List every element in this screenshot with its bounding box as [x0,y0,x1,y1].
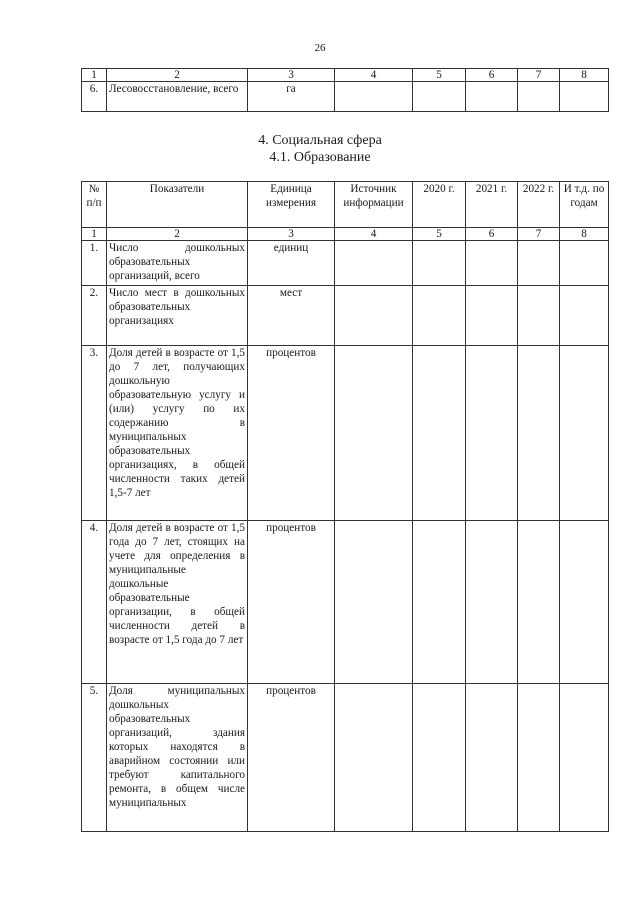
empty-cell [335,82,413,112]
empty-cell [466,241,518,286]
page-number: 26 [314,42,326,54]
empty-cell [560,82,609,112]
empty-cell [413,241,466,286]
section-heading: 4. Социальная сфера [258,133,382,148]
row-number: 2. [82,286,107,346]
empty-cell [335,241,413,286]
empty-cell [335,684,413,832]
header-row [82,182,609,228]
empty-cell [335,521,413,684]
column-number-row [82,69,609,82]
row-unit: процентов [248,346,335,521]
empty-cell [335,346,413,521]
table-row [82,346,609,521]
empty-cell [413,346,466,521]
empty-cell [466,521,518,684]
header-num: № п/п [82,182,107,228]
empty-cell [560,521,609,684]
column-number: 3 [248,69,335,82]
empty-cell [518,521,560,684]
column-number: 8 [560,69,609,82]
empty-cell [413,684,466,832]
subsection-heading: 4.1. Образование [269,150,371,165]
empty-cell [518,346,560,521]
table-row [82,286,609,346]
row-number: 1. [82,241,107,286]
empty-cell [466,82,518,112]
empty-cell [413,521,466,684]
row-unit: га [248,82,335,112]
column-number: 5 [413,228,466,241]
table-row [82,82,609,112]
row-indicator: Число дошкольных образовательных организаций, всего [107,241,248,286]
header-source: Источник информации [335,182,413,228]
empty-cell [518,241,560,286]
column-number: 6 [466,228,518,241]
column-number: 4 [335,69,413,82]
table-row [82,521,609,684]
empty-cell [335,286,413,346]
column-number: 4 [335,228,413,241]
empty-cell [466,684,518,832]
header-indicator: Показатели [107,182,248,228]
header-unit: Единица измерения [248,182,335,228]
empty-cell [560,346,609,521]
row-number: 6. [82,82,107,112]
row-number: 3. [82,346,107,521]
empty-cell [466,346,518,521]
header-2022: 2022 г. [518,182,560,228]
column-number-row [82,228,609,241]
empty-cell [413,286,466,346]
empty-cell [560,286,609,346]
row-indicator: Число мест в дошкольных образовательных организациях [107,286,248,346]
row-unit: процентов [248,521,335,684]
column-number: 7 [518,69,560,82]
education-table [81,181,609,832]
column-number: 5 [413,69,466,82]
empty-cell [518,286,560,346]
empty-cell [560,241,609,286]
row-unit: мест [248,286,335,346]
row-number: 5. [82,684,107,832]
row-number: 4. [82,521,107,684]
column-number: 6 [466,69,518,82]
column-number: 7 [518,228,560,241]
table-row [82,241,609,286]
row-unit: процентов [248,684,335,832]
row-indicator: Доля детей в возрасте от 1,5 до 7 лет, получающих дошкольную образовательную услугу и (или) услугу по их содержанию в муниципальных образовательных организациях, в общей численности таких детей 1,5-7 лет [107,346,248,521]
empty-cell [518,684,560,832]
empty-cell [413,82,466,112]
header-etc: И т.д. по годам [560,182,609,228]
row-indicator: Лесовосстановление, всего [107,82,248,112]
continuation-table [81,68,609,112]
header-2020: 2020 г. [413,182,466,228]
empty-cell [518,82,560,112]
column-number: 1 [82,69,107,82]
column-number: 8 [560,228,609,241]
row-indicator: Доля муниципальных дошкольных образовательных организаций, здания которых находятся в аварийном состоянии или требуют капитального ремонта, в общем числе муниципальных [107,684,248,832]
header-2021: 2021 г. [466,182,518,228]
column-number: 1 [82,228,107,241]
empty-cell [560,684,609,832]
column-number: 2 [107,228,248,241]
row-unit: единиц [248,241,335,286]
empty-cell [466,286,518,346]
column-number: 3 [248,228,335,241]
table-row [82,684,609,832]
row-indicator: Доля детей в возрасте от 1,5 года до 7 лет, стоящих на учете для определения в муниципальные дошкольные образовательные организации, в общей численности детей в возрасте от 1,5 года до 7 лет [107,521,248,684]
column-number: 2 [107,69,248,82]
